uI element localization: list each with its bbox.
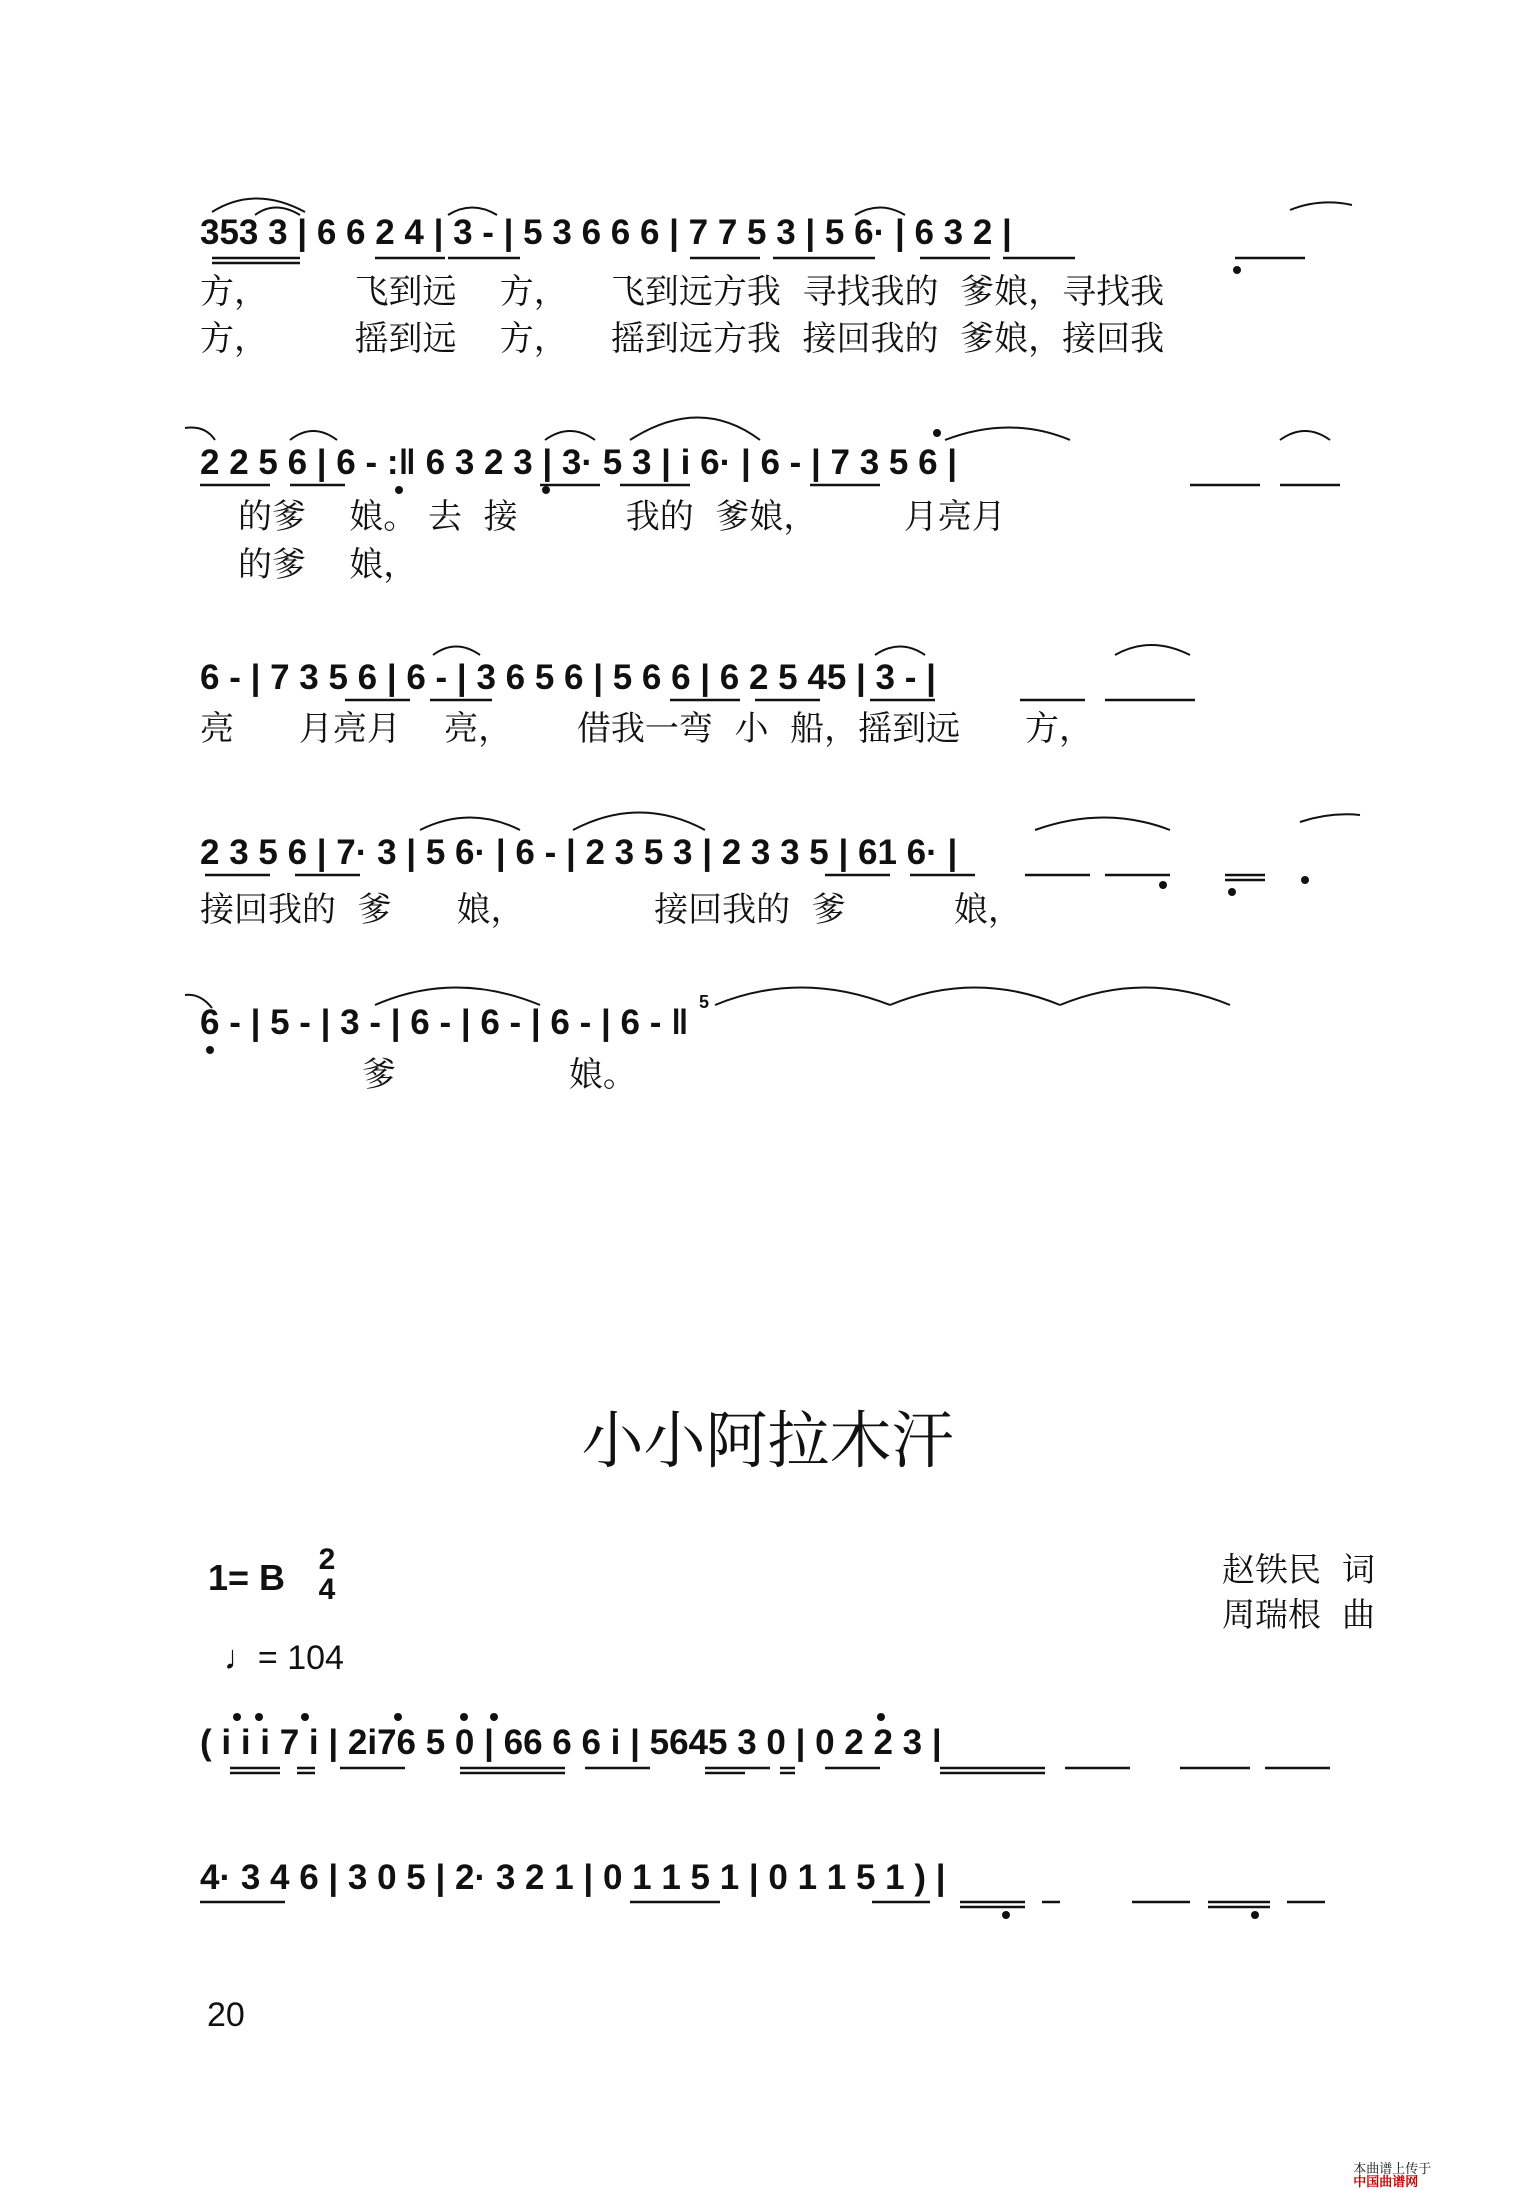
song2-notation-line-1: ( i i i 7 i | 2i76 5 0 | 66 6 6 i | 5645 3 0 | 0 2 2 3 | xyxy=(200,1723,942,1762)
lyricist-credit: 赵铁民 词 xyxy=(1222,1550,1375,1589)
tempo-value: = 104 xyxy=(257,1639,344,1677)
song2-notation-line-2: 4· 3 4 6 | 3 0 5 | 2· 3 2 1 | 0 1 1 5 1 | 0 1 1 5 1 ) | xyxy=(200,1858,946,1897)
notation-line-4: 2 3 5 6 | 7· 3 | 5 6· | 6 - | 2 3 5 3 | 2 3 3 5 | 61 6· | xyxy=(200,833,958,872)
lyric-line-3: 亮 月亮月 亮， 借我一弯 小 船，摇到远 方， xyxy=(200,709,1093,749)
lyric-line-1a: 方， 飞到远 方， 飞到远方我 寻找我的 爹娘，寻找我 xyxy=(200,272,1165,312)
lyric-line-2b: 的爹 娘， xyxy=(238,545,418,585)
composer-credit: 周瑞根 曲 xyxy=(1222,1595,1375,1634)
time-signature xyxy=(312,1545,342,1605)
watermark-logo: 中国曲谱网 xyxy=(1353,2175,1419,2190)
page-number: 20 xyxy=(207,1996,245,2034)
grace-note: 5 xyxy=(699,992,710,1012)
time-signature-value: 2 4 xyxy=(318,1543,336,1606)
lyric-line-1b: 方， 摇到远 方， 摇到远方我 接回我的 爹娘，接回我 xyxy=(200,319,1165,359)
key-signature: 1= B xyxy=(208,1557,286,1598)
quarter-note-icon: ♩ xyxy=(223,1639,258,1677)
notation-line-3: 6 - | 7 3 5 6 | 6 - | 3 6 5 6 | 5 6 6 | 6 2 5 45 | 3 - | xyxy=(200,658,936,697)
lyric-line-2a: 的爹 娘。 去 接 我的 爹娘， 月亮月 xyxy=(238,497,1006,537)
notation-line-1: 353 3 | 6 6 2 4 | 3 - | 5 3 6 6 6 | 7 7 5 3 | 5 6· | 6 3 2 | xyxy=(200,213,1012,252)
tempo-marking xyxy=(205,1607,344,1675)
lyric-line-5: 爹 娘。 xyxy=(362,1055,637,1095)
lyric-line-4: 接回我的 爹 娘， 接回我的 爹 娘， xyxy=(200,890,1022,930)
footer-text xyxy=(1345,2150,1431,2189)
song-title: 小小阿拉木汗 xyxy=(581,1404,954,1477)
notation-line-2: 2 2 5 6 | 6 - :‖ 6 3 2 3 | 3· 5 3 | i 6· | 6 - | 7 3 5 6 | xyxy=(200,443,958,482)
notation-line-5: 6 - | 5 - | 3 - | 6 - | 6 - | 6 - | 6 - ‖ xyxy=(200,1003,689,1042)
footer-upload-label: 本曲谱上传于 xyxy=(1353,2162,1432,2177)
